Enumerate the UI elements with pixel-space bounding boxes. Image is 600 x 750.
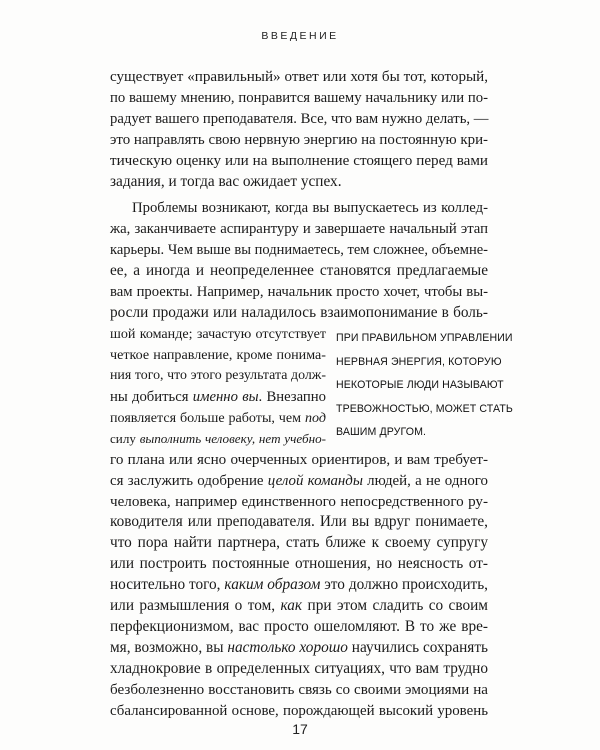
body-line-segment: ководителя или преподавателя. Или вы вдруг понимаете, [110,513,488,531]
body-line-segment: людей, а не одного [362,472,488,489]
body-line-emphasis: каким образом [224,576,321,594]
body-line-emphasis: под [304,409,326,426]
body-line-segment: или размышления о том, [110,597,281,615]
body-line-segment: вам проекты. Например, начальник просто хочет, чтобы вы- [110,284,488,301]
body-line-segment: это должно происходить, [320,576,488,594]
body-line [110,637,488,659]
body-line [110,428,326,450]
body-line [110,171,488,193]
body-line-segment: безболезненно восстановить связь со своими эмоциями на [110,682,488,699]
body-line-segment: существует «правильный» ответ или хотя бы тот, который, [110,69,488,85]
body-line-segment: жа, заканчиваете аспирантуру и завершаете начальный этап [110,221,488,238]
body-line-segment: ния того, что этого результата долж- [110,367,326,383]
body-line [110,302,488,324]
body-line-emphasis: выполнить человеку, нет учебно- [135,430,326,446]
body-line [110,553,488,575]
body-line-segment: карьеры. Чем выше вы поднимаетесь, тем сложнее, объемне- [110,242,488,259]
body-line-segment: при этом сладить со своим [302,597,488,615]
body-line-segment: силу [110,430,136,446]
body-line [110,281,488,303]
body-line-segment: научились сохранять [347,639,488,657]
body-line-segment: или построить постоянные отношения, но неясность от- [110,555,488,573]
body-line [110,365,326,387]
body-line-segment: . Внезапно [258,388,326,405]
pull-quote-line: НЕКОТОРЫЕ ЛЮДИ НАЗЫВАЮТ [336,379,504,391]
pull-quote-line: ТРЕВОЖНОСТЬЮ, МОЖЕТ СТАТЬ [336,402,513,415]
body-line-segment: человека, например единственного непосредственного ру- [110,493,488,510]
body-line [110,511,488,533]
pull-quote-line: ПРИ ПРАВИЛЬНОМ УПРАВЛЕНИИ [336,332,513,344]
body-line [110,658,488,680]
body-line [110,595,488,617]
body-line [110,616,488,638]
body-line-segment: это направлять свою нервную энергию на постоянную кри- [110,131,488,148]
page-number: 17 [292,721,308,737]
body-line-emphasis: именно вы [192,388,259,405]
body-line-segment: носительно того, [110,576,225,594]
body-line-segment: ся заслужить одобрение [110,472,268,489]
body-line [110,239,488,261]
body-line [110,574,488,596]
body-line-segment: перфекционизмом, вас просто ошеломляют. В то же вре- [110,618,488,636]
body-line-segment: по вашему мнению, понравится вашему начальнику или по- [110,89,488,106]
body-line-segment: го плана или ясно очерченных ориентиров, и вам требует- [110,451,488,468]
body-line-segment: ее, а иногда и неопределеннее становятся предлагаемые [110,262,488,280]
pull-quote-line: НЕРВНАЯ ЭНЕРГИЯ, КОТОРУЮ [336,355,502,368]
body-line-segment: четкое направление, кроме понима- [110,346,326,363]
body-line [132,197,488,219]
body-line-segment: росли продажи или наладилось взаимопонимание в боль- [110,303,488,321]
body-line [110,386,326,408]
body-line-emphasis: как [280,597,303,615]
body-line [110,150,488,172]
body-line [110,470,488,492]
body-line-segment: тическую оценку или на выполнение стоящего перед вами [110,152,488,169]
body-line [110,679,488,701]
body-line [110,66,488,88]
body-line-segment: радует вашего преподавателя. Все, что вам нужно делать, — [110,110,489,127]
body-line [110,218,488,240]
body-line-segment: появляется больше работы, чем [110,409,305,426]
body-line [110,532,488,554]
body-line [110,129,488,151]
body-line-emphasis: настолько хорошо [227,639,348,657]
pull-quote [336,327,516,445]
body-line [110,344,326,366]
body-line [110,491,488,513]
body-line-segment: хладнокровие в определенных ситуациях, что вам трудно [110,660,488,678]
body-line-segment: сбалансированной основе, порождающей высокий уровень [110,703,488,719]
running-head: ВВЕДЕНИЕ [261,30,339,42]
body-line-segment: Проблемы возникают, когда вы выпускаетесь из коллед- [132,200,488,217]
body-line-segment: задания, и тогда вас ожидает успех. [110,172,342,190]
body-line-emphasis: целой команды [267,472,363,489]
body-line-segment: мя, возможно, вы [110,639,228,657]
body-line [110,323,326,345]
body-line [110,407,326,429]
body-line [110,449,488,471]
body-line-segment: что пора найти партнера, стать ближе к своему супругу [110,534,488,552]
pull-quote-line: ВАШИМ ДРУГОМ. [336,426,427,438]
body-line-segment: шой команде; зачастую отсутствует [110,325,326,342]
body-line [110,87,488,109]
body-line [110,108,488,130]
body-line [110,260,488,282]
body-line [110,700,488,722]
body-line-segment: ны добиться [110,388,193,405]
